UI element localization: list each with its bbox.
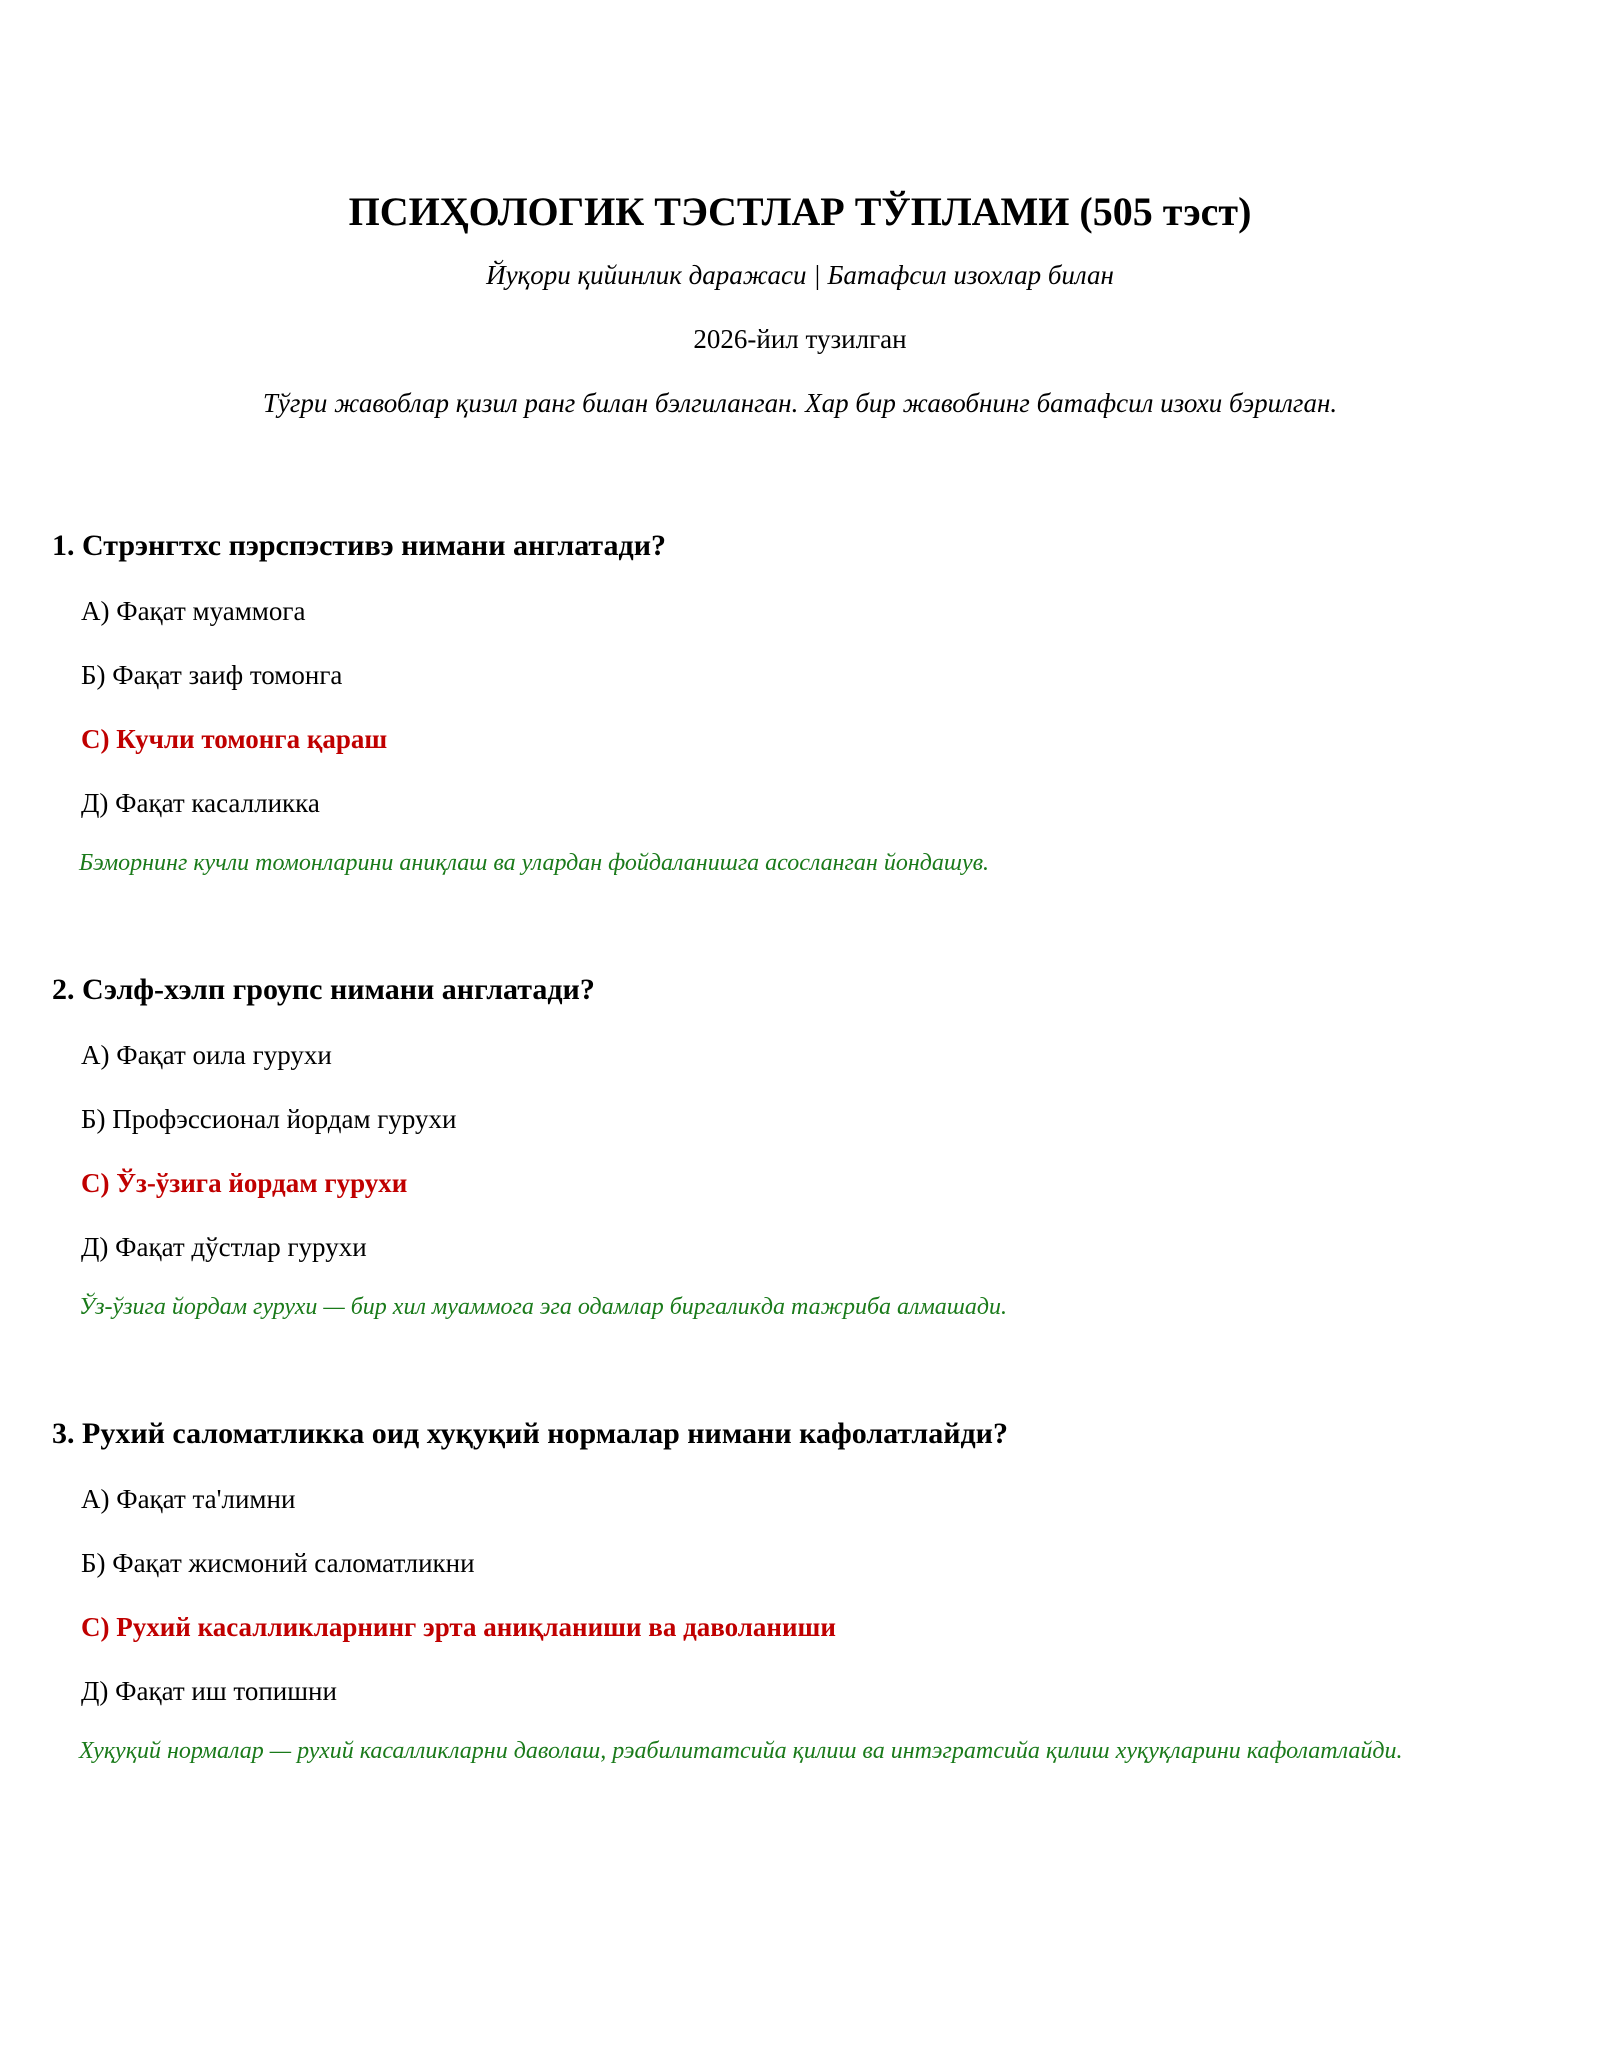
document-subtitle: Йуқори қийинлик даражаси | Батафсил изохлар билан bbox=[486, 260, 1114, 290]
option-list bbox=[52, 594, 1552, 820]
answer-explanation: Бэморнинг кучли томонларини аниқлаш ва улардан фойдаланишга асосланган йондашув. bbox=[79, 850, 990, 876]
answer-explanation: Хуқуқий нормалар — рухий касалликларни даволаш, рэабилитатсийа қилиш ва интэгратсийа қилиш хуқуқларини кафолатлайди. bbox=[79, 1738, 1403, 1764]
question-2 bbox=[52, 970, 1552, 1322]
option-a: А) Фақат муаммога bbox=[81, 596, 306, 626]
option-c-correct: С) Рухий касалликларнинг эрта аниқланиши ва даволаниши bbox=[81, 1612, 836, 1642]
option-b: Б) Профэссионал йордам гурухи bbox=[81, 1104, 457, 1134]
question-3 bbox=[52, 1414, 1552, 1766]
option-d: Д) Фақат касалликка bbox=[81, 788, 320, 818]
option-list bbox=[52, 1038, 1552, 1264]
document-date: 2026-йил тузилган bbox=[693, 324, 907, 354]
answer-explanation: Ўз-ўзига йордам гурухи — бир хил муаммога эга одамлар биргаликда тажриба алмашади. bbox=[79, 1294, 1008, 1320]
option-b: Б) Фақат заиф томонга bbox=[81, 660, 343, 690]
option-b: Б) Фақат жисмоний саломатликни bbox=[81, 1548, 475, 1578]
document-title: ПСИҲОЛОГИК ТЭСТЛАР ТЎПЛАМИ (505 тэст) bbox=[348, 189, 1252, 234]
document-note: Тўгри жавоблар қизил ранг билан бэлгиланган. Хар бир жавобнинг батафсил изохи бэрилган. bbox=[262, 388, 1338, 418]
option-c-correct: С) Ўз-ўзига йордам гурухи bbox=[81, 1168, 408, 1198]
question-text: 1. Стрэнгтхс пэрспэстивэ нимани англатади? bbox=[52, 529, 666, 562]
option-d: Д) Фақат иш топишни bbox=[81, 1676, 337, 1706]
option-d: Д) Фақат дўстлар гурухи bbox=[81, 1232, 367, 1262]
option-a: А) Фақат оила гурухи bbox=[81, 1040, 332, 1070]
question-list bbox=[52, 526, 1552, 1766]
option-c-correct: С) Кучли томонга қараш bbox=[81, 724, 388, 754]
option-a: А) Фақат та'лимни bbox=[81, 1484, 296, 1514]
question-text: 2. Сэлф-хэлп гроупс нимани англатади? bbox=[52, 973, 595, 1006]
document-header bbox=[0, 186, 1600, 420]
option-list bbox=[52, 1482, 1552, 1708]
question-text: 3. Рухий саломатликка оид хуқуқий нормалар нимани кафолатлайди? bbox=[52, 1417, 1008, 1450]
question-1 bbox=[52, 526, 1552, 878]
